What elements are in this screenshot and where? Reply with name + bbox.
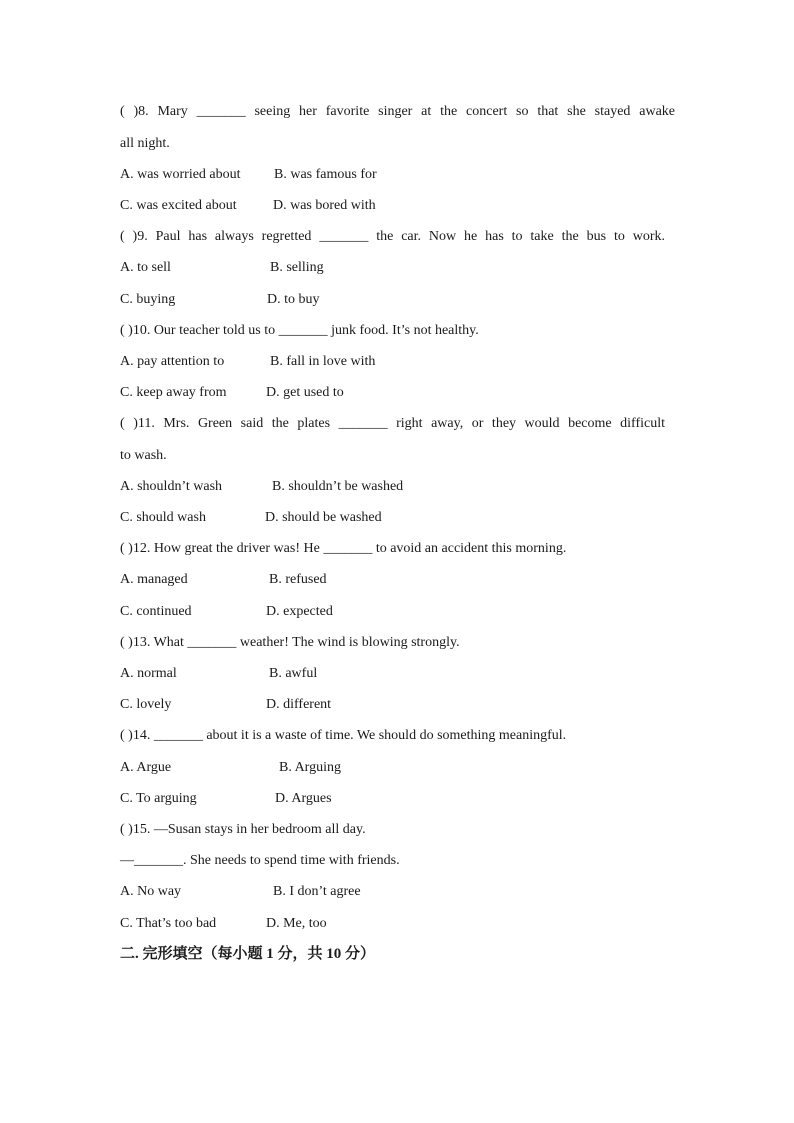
question-13-stem: ( )13. What _______ weather! The wind is blowing strongly. xyxy=(120,635,460,650)
question-13-option-c: C. lovely xyxy=(120,697,172,712)
question-11-option-a: A. shouldn’t wash xyxy=(120,479,223,494)
question-14-stem: ( )14. _______ about it is a waste of time. We should do something meaningful. xyxy=(120,728,567,743)
question-8-option-d: D. was bored with xyxy=(273,198,376,213)
question-8-option-b: B. was famous for xyxy=(274,167,377,182)
question-13-option-d: D. different xyxy=(266,697,332,712)
question-12-option-c: C. continued xyxy=(120,604,192,619)
question-12-stem: ( )12. How great the driver was! He _______ to avoid an accident this morning. xyxy=(120,541,567,556)
question-9-option-b: B. selling xyxy=(270,260,324,275)
question-15-option-d: D. Me, too xyxy=(266,916,327,931)
question-8-option-a: A. was worried about xyxy=(120,167,241,182)
question-8-option-c: C. was excited about xyxy=(120,198,237,213)
question-15-option-b: B. I don’t agree xyxy=(273,884,361,899)
question-11-stem-continued: to wash. xyxy=(120,448,167,463)
question-10-option-a: A. pay attention to xyxy=(120,354,225,369)
question-12-option-a: A. managed xyxy=(120,572,188,587)
question-9-option-d: D. to buy xyxy=(267,292,320,307)
question-14-option-a: A. Argue xyxy=(120,760,172,775)
section-heading-cloze: 二. 完形填空（每小题 1 分，共 10 分） xyxy=(120,946,376,962)
question-10-option-d: D. get used to xyxy=(266,385,344,400)
question-12-option-d: D. expected xyxy=(266,604,333,619)
question-15-stem-continued: —_______. She needs to spend time with friends. xyxy=(120,853,400,868)
question-11-option-d: D. should be washed xyxy=(265,510,382,525)
question-12-option-b: B. refused xyxy=(269,572,327,587)
question-10-option-b: B. fall in love with xyxy=(270,354,376,369)
question-8-stem-continued: all night. xyxy=(120,136,170,151)
question-11-option-b: B. shouldn’t be washed xyxy=(272,479,404,494)
question-9-stem: ( )9. Paul has always regretted _______ the car. Now he has to take the bus to work. xyxy=(120,229,665,244)
question-10-stem: ( )10. Our teacher told us to _______ junk food. It’s not healthy. xyxy=(120,323,479,338)
question-10-option-c: C. keep away from xyxy=(120,385,227,400)
question-11-option-c: C. should wash xyxy=(120,510,206,525)
question-15-option-a: A. No way xyxy=(120,884,182,899)
question-11-stem: ( )11. Mrs. Green said the plates _______ right away, or they would become difficult xyxy=(120,416,665,431)
question-8-stem: ( )8. Mary _______ seeing her favorite singer at the concert so that she stayed awake xyxy=(120,104,675,119)
question-15-option-c: C. That’s too bad xyxy=(120,916,217,931)
question-14-option-c: C. To arguing xyxy=(120,791,197,806)
question-9-option-a: A. to sell xyxy=(120,260,171,275)
question-13-option-b: B. awful xyxy=(269,666,318,681)
question-14-option-d: D. Argues xyxy=(275,791,332,806)
question-13-option-a: A. normal xyxy=(120,666,177,681)
question-15-stem: ( )15. —Susan stays in her bedroom all day. xyxy=(120,822,366,837)
question-14-option-b: B. Arguing xyxy=(279,760,341,775)
question-9-option-c: C. buying xyxy=(120,292,176,307)
